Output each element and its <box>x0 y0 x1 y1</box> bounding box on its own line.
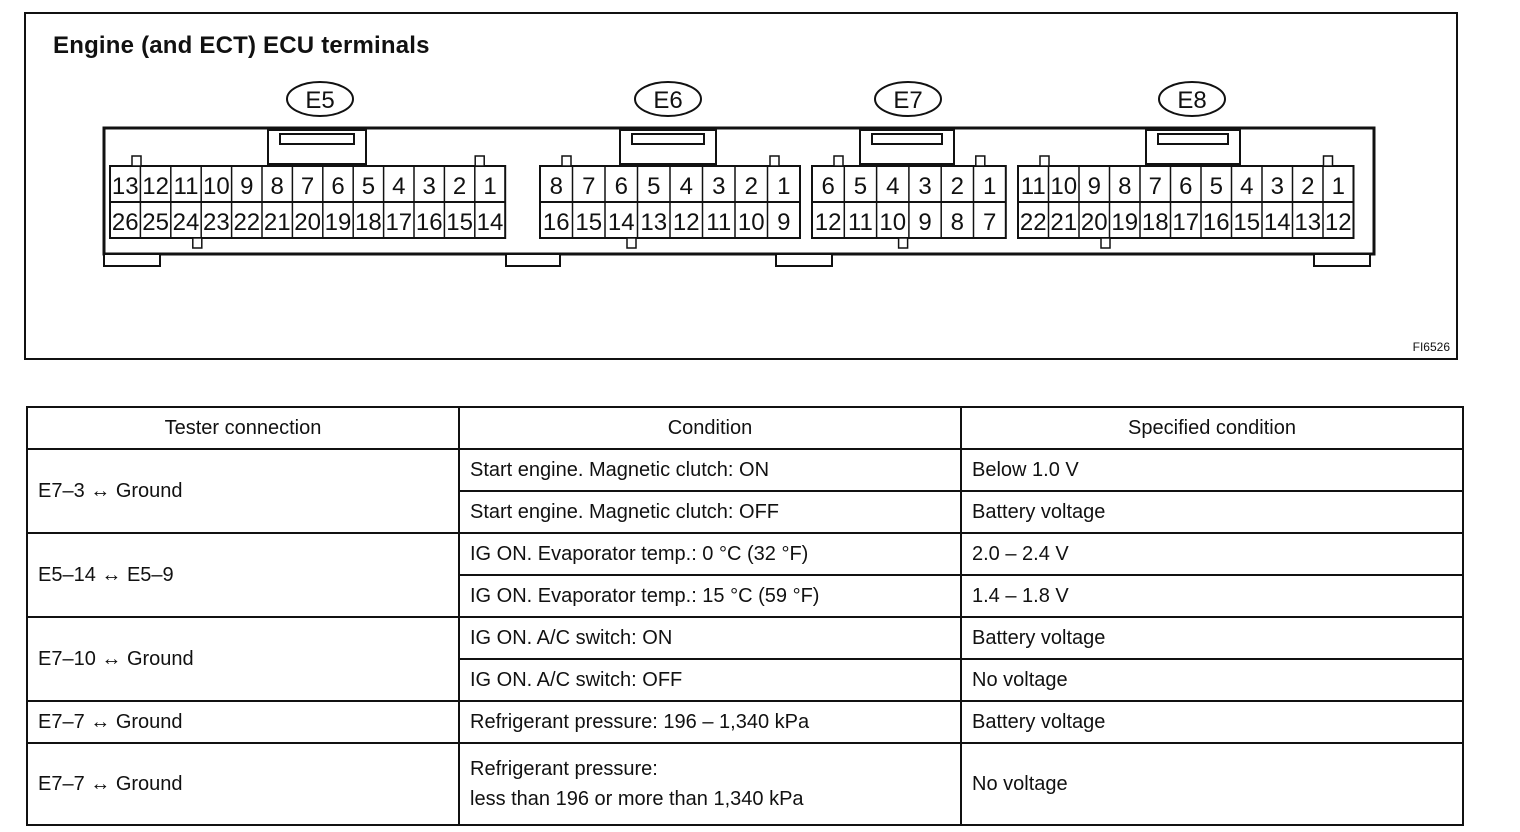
pin-number-bottom: 23 <box>203 209 230 236</box>
spec-cell: Battery voltage <box>961 701 1463 743</box>
pin-number-bottom: 17 <box>1172 209 1200 236</box>
pin-number-top: 7 <box>1148 173 1162 200</box>
pin-number-bottom: 16 <box>1202 209 1230 236</box>
condition-cell <box>459 743 961 825</box>
footer-tab <box>506 254 560 266</box>
spec-cell: No voltage <box>961 743 1463 825</box>
pin-number-top: 9 <box>240 173 254 200</box>
pin-number-top: 11 <box>173 173 199 200</box>
pin-number-top: 3 <box>712 173 726 200</box>
pin-number-bottom: 18 <box>1141 209 1169 236</box>
condition-cell: Start engine. Magnetic clutch: ON <box>459 449 961 491</box>
condition-line-1: Refrigerant pressure: <box>470 758 658 780</box>
pin-number-top: 9 <box>1087 173 1101 200</box>
pin-number-top: 2 <box>744 173 758 200</box>
key-tab <box>132 156 141 166</box>
table-row <box>27 449 1463 491</box>
tester-connection-table <box>26 406 1464 826</box>
connector-label: E6 <box>653 87 683 114</box>
condition-line-2: less than 196 or more than 1,340 kPa <box>470 788 804 810</box>
spec-cell: Battery voltage <box>961 617 1463 659</box>
pin-number-top: 13 <box>111 173 139 200</box>
condition-cell: IG ON. A/C switch: ON <box>459 617 961 659</box>
pin-number-bottom: 7 <box>982 209 997 236</box>
header-specified-condition: Specified condition <box>961 407 1463 449</box>
tester-cell: E7–10 ↔ Ground <box>27 617 459 701</box>
table-row <box>27 617 1463 659</box>
pin-number-bottom: 25 <box>142 209 169 236</box>
connector-label: E5 <box>305 87 335 114</box>
pin-number-bottom: 15 <box>446 209 473 236</box>
spec-cell: Battery voltage <box>961 491 1463 533</box>
pin-number-top: 7 <box>300 173 315 200</box>
diagram-title: Engine (and ECT) ECU terminals <box>53 32 430 59</box>
pin-number-bottom: 15 <box>575 209 603 236</box>
pin-number-bottom: 19 <box>1111 209 1139 236</box>
pin-number-top: 4 <box>1240 173 1254 200</box>
pin-number-bottom: 24 <box>172 209 200 236</box>
condition-cell: IG ON. Evaporator temp.: 15 °C (59 °F) <box>459 575 961 617</box>
pin-number-bottom: 15 <box>1233 209 1261 236</box>
condition-cell: Start engine. Magnetic clutch: OFF <box>459 491 961 533</box>
key-tab <box>834 156 843 166</box>
key-tab <box>627 238 636 248</box>
pin-number-bottom: 26 <box>111 209 139 236</box>
pin-number-bottom: 19 <box>324 209 352 236</box>
pin-number-top: 8 <box>1118 173 1132 200</box>
pin-number-top: 2 <box>950 173 965 200</box>
pin-number-top: 3 <box>1270 173 1284 200</box>
pin-number-top: 6 <box>821 173 835 200</box>
spec-cell: Below 1.0 V <box>961 449 1463 491</box>
condition-cell: IG ON. A/C switch: OFF <box>459 659 961 701</box>
figure-id: FI6526 <box>1412 340 1450 354</box>
pin-number-top: 10 <box>203 173 230 200</box>
pin-number-bottom: 17 <box>385 209 413 236</box>
table-row <box>27 743 1463 825</box>
pin-number-top: 1 <box>777 173 791 200</box>
pin-number-top: 1 <box>483 173 497 200</box>
pin-number-top: 5 <box>1209 173 1223 200</box>
pin-number-top: 10 <box>1050 173 1078 200</box>
pin-number-bottom: 22 <box>233 209 261 236</box>
connector-drawing <box>26 14 1456 358</box>
pin-number-bottom: 11 <box>706 209 732 236</box>
key-tab <box>193 238 202 248</box>
tester-cell: E5–14 ↔ E5–9 <box>27 533 459 617</box>
pin-number-bottom: 16 <box>542 209 570 236</box>
pin-number-bottom: 12 <box>814 209 842 236</box>
pin-number-bottom: 13 <box>640 209 668 236</box>
key-tab <box>770 156 779 166</box>
pin-number-top: 5 <box>853 173 868 200</box>
pin-number-top: 4 <box>886 173 900 200</box>
pin-number-top: 1 <box>1331 173 1345 200</box>
tester-cell: E7–7 ↔ Ground <box>27 743 459 825</box>
header-condition: Condition <box>459 407 961 449</box>
pin-number-top: 4 <box>679 173 693 200</box>
key-tab <box>976 156 985 166</box>
pin-number-top: 1 <box>982 173 997 200</box>
lock-tab-slot <box>872 134 942 144</box>
pin-number-top: 5 <box>647 173 661 200</box>
table-row <box>27 701 1463 743</box>
table-row <box>27 533 1463 575</box>
condition-cell: IG ON. Evaporator temp.: 0 °C (32 °F) <box>459 533 961 575</box>
connector-label: E8 <box>1177 87 1207 114</box>
pin-number-bottom: 12 <box>672 209 700 236</box>
tester-cell: E7–3 ↔ Ground <box>27 449 459 533</box>
key-tab <box>562 156 571 166</box>
footer-tab <box>776 254 832 266</box>
spec-cell: 2.0 – 2.4 V <box>961 533 1463 575</box>
pin-number-bottom: 14 <box>476 209 504 236</box>
pin-number-top: 11 <box>1020 173 1046 200</box>
pin-number-bottom: 12 <box>1324 209 1352 236</box>
condition-cell: Refrigerant pressure: 196 – 1,340 kPa <box>459 701 961 743</box>
footer-tab <box>104 254 160 266</box>
pin-number-bottom: 10 <box>737 209 765 236</box>
key-tab <box>899 238 908 248</box>
pin-number-bottom: 21 <box>1050 209 1078 236</box>
footer-tab <box>1314 254 1370 266</box>
key-tab <box>1324 156 1333 166</box>
pin-number-top: 5 <box>361 173 376 200</box>
header-tester-connection: Tester connection <box>27 407 459 449</box>
pin-number-bottom: 14 <box>1263 209 1291 236</box>
pin-number-bottom: 9 <box>777 209 791 236</box>
connector-label: E7 <box>893 87 923 114</box>
lock-tab-slot <box>632 134 704 144</box>
pin-number-bottom: 16 <box>415 209 443 236</box>
pin-number-top: 4 <box>392 173 406 200</box>
pin-number-top: 2 <box>1301 173 1315 200</box>
lock-tab-slot <box>280 134 354 144</box>
tester-cell: E7–7 ↔ Ground <box>27 701 459 743</box>
key-tab <box>1101 238 1110 248</box>
pin-number-bottom: 13 <box>1294 209 1322 236</box>
pin-number-top: 3 <box>918 173 932 200</box>
pin-number-bottom: 10 <box>879 209 907 236</box>
spec-cell: 1.4 – 1.8 V <box>961 575 1463 617</box>
spec-cell: No voltage <box>961 659 1463 701</box>
pin-number-top: 6 <box>614 173 628 200</box>
pin-number-bottom: 14 <box>607 209 635 236</box>
pin-number-bottom: 20 <box>294 209 321 236</box>
pin-number-bottom: 20 <box>1080 209 1108 236</box>
pin-number-top: 8 <box>270 173 284 200</box>
pin-number-top: 7 <box>582 173 596 200</box>
pin-number-top: 12 <box>142 173 169 200</box>
pin-number-top: 6 <box>331 173 345 200</box>
pin-number-bottom: 11 <box>847 209 873 236</box>
key-tab <box>1040 156 1049 166</box>
pin-number-bottom: 18 <box>355 209 382 236</box>
lock-tab-slot <box>1158 134 1228 144</box>
pin-number-bottom: 8 <box>950 209 965 236</box>
ecu-terminal-diagram <box>24 12 1458 360</box>
pin-number-bottom: 9 <box>918 209 932 236</box>
pin-number-bottom: 22 <box>1019 209 1047 236</box>
pin-number-top: 3 <box>422 173 436 200</box>
key-tab <box>475 156 484 166</box>
pin-number-top: 8 <box>549 173 563 200</box>
table-header-row <box>27 407 1463 449</box>
pin-number-top: 6 <box>1179 173 1193 200</box>
pin-number-top: 2 <box>452 173 467 200</box>
pin-number-bottom: 21 <box>263 209 291 236</box>
